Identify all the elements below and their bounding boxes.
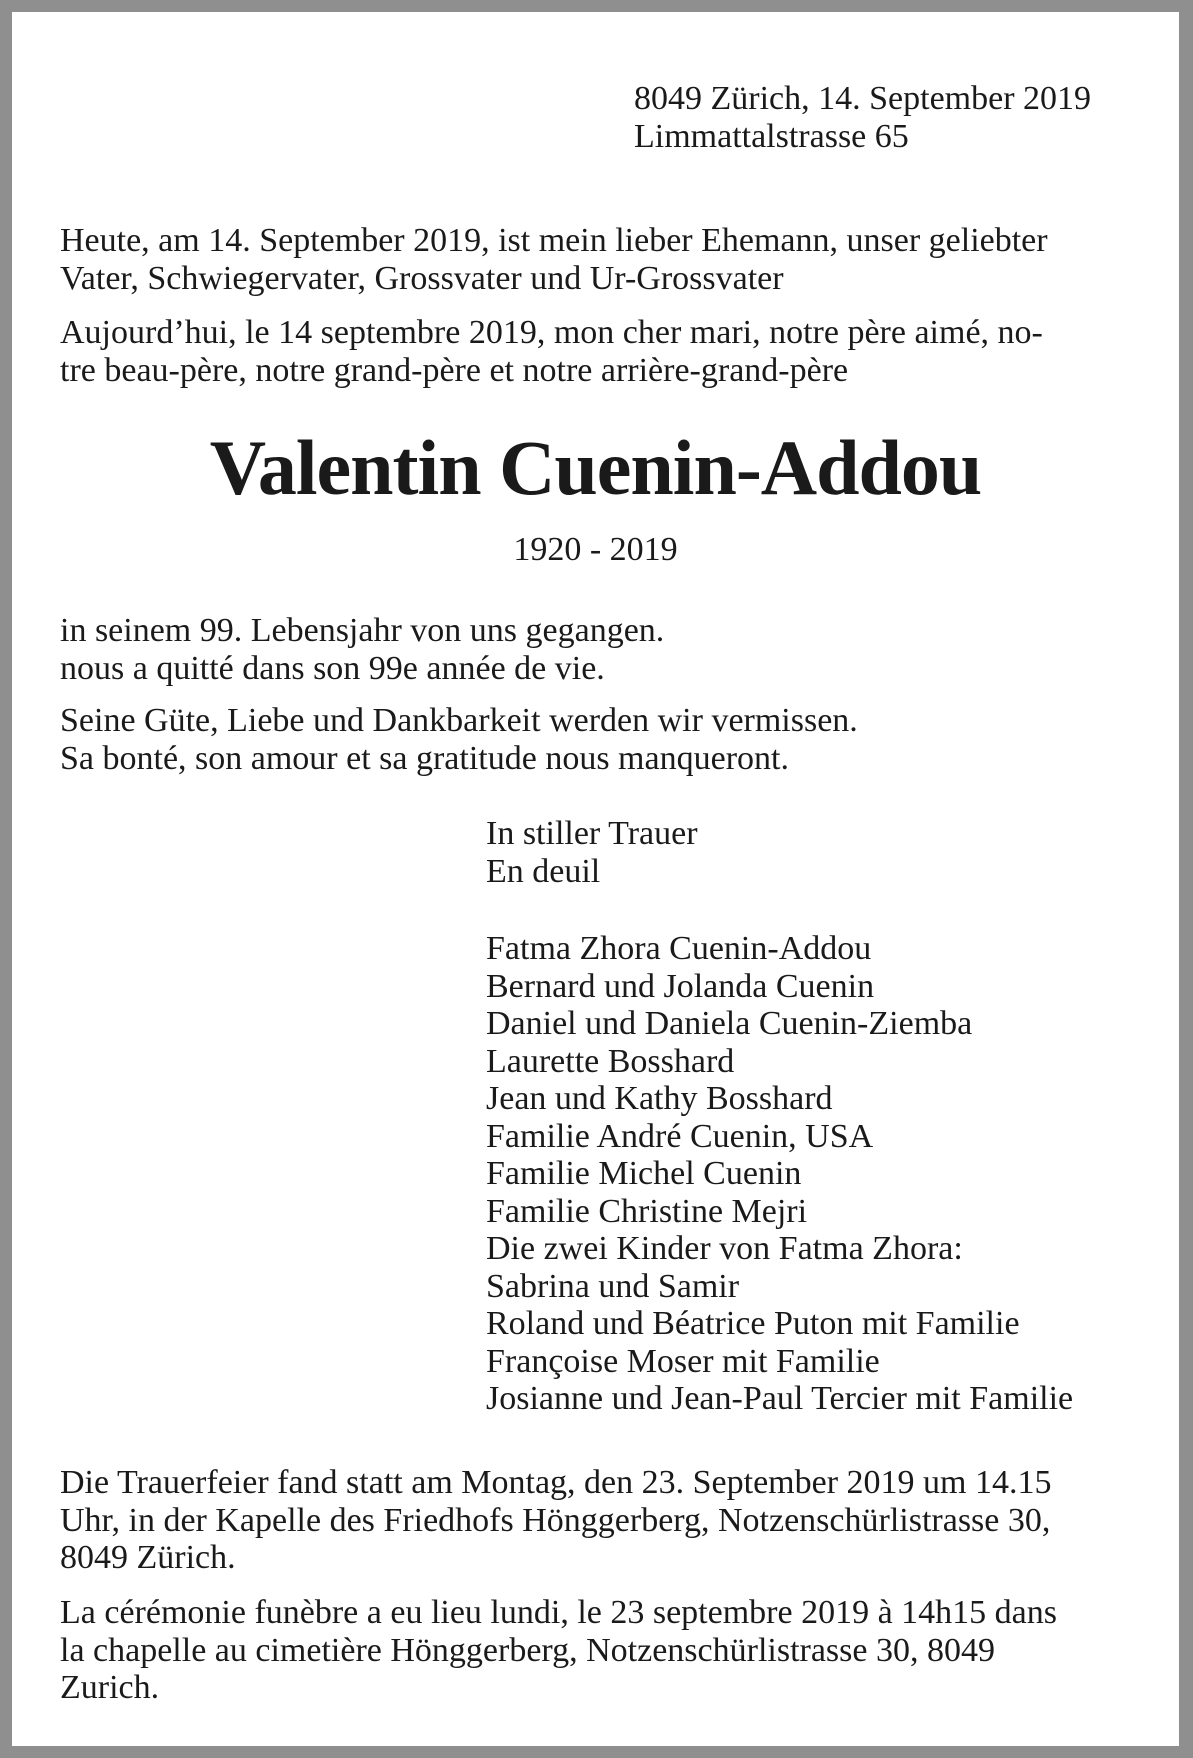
qualities-line-german: Seine Güte, Liebe und Dankbarkeit werden wir vermissen. (60, 702, 858, 739)
passed-line-german: in seinem 99. Lebensjahr von uns gegangen. (60, 612, 665, 649)
mourning-heading (486, 815, 698, 890)
mourner-item: Bernard und Jolanda Cuenin (486, 967, 875, 1005)
ceremony-german-line: Uhr, in der Kapelle des Friedhofs Hönggerberg, Notzenschürlistrasse 30, (60, 1501, 1051, 1539)
mourner-item: Josianne und Jean-Paul Tercier mit Familie (486, 1380, 1074, 1417)
intro-french-line: tre beau-père, notre grand-père et notre arrière-grand-père (60, 351, 849, 389)
mourner-item: Laurette Bosshard (486, 1042, 735, 1080)
life-years: 1920 - 2019 (513, 531, 678, 568)
intro-german-line: Heute, am 14. September 2019, ist mein lieber Ehemann, unser geliebter (60, 222, 1048, 259)
mourner-item: Die zwei Kinder von Fatma Zhora: (486, 1230, 963, 1267)
location-date: 8049 Zürich, 14. September 2019 (634, 80, 1092, 117)
mourner-item: Sabrina und Samir (486, 1267, 740, 1305)
ceremony-german-line: 8049 Zürich. (60, 1539, 236, 1576)
mourner-item: Familie André Cuenin, USA (486, 1117, 874, 1155)
mourner-item: Roland und Béatrice Puton mit Familie (486, 1305, 1020, 1342)
mourning-french: En deuil (486, 852, 601, 890)
deceased-name: Valentin Cuenin-Addou (209, 424, 982, 511)
mourner-item: Jean und Kathy Bosshard (486, 1080, 833, 1117)
passed-line-french: nous a quitté dans son 99e année de vie. (60, 649, 605, 687)
ceremony-french (60, 1594, 1128, 1707)
date-address-block (634, 80, 1091, 155)
intro-french-line: Aujourd’hui, le 14 septembre 2019, mon cher mari, notre père aimé, no- (60, 314, 1043, 351)
intro-german (60, 222, 1128, 297)
ceremony-french-line: La cérémonie funèbre a eu lieu lundi, le 23 septembre 2019 à 14h15 dans (60, 1594, 1057, 1631)
mourner-item: Fatma Zhora Cuenin-Addou (486, 930, 872, 967)
ceremony-french-line: la chapelle au cimetière Hönggerberg, Notzenschürlistrasse 30, 8049 (60, 1631, 995, 1669)
intro-german-line: Vater, Schwiegervater, Grossvater und Ur-Grossvater (60, 259, 784, 297)
intro-french (60, 314, 1128, 389)
qualities-text (60, 702, 858, 777)
address: Limmattalstrasse 65 (634, 117, 909, 155)
mourner-item: Familie Christine Mejri (486, 1192, 808, 1230)
ceremony-german-line: Die Trauerfeier fand statt am Montag, den 23. September 2019 um 14.15 (60, 1464, 1052, 1501)
mourner-item: Françoise Moser mit Familie (486, 1342, 880, 1380)
passed-away-text (60, 612, 664, 687)
ceremony-german (60, 1464, 1128, 1577)
obituary-notice (12, 12, 1179, 1746)
mourning-german: In stiller Trauer (486, 815, 698, 852)
qualities-line-french: Sa bonté, son amour et sa gratitude nous manqueront. (60, 739, 789, 777)
mourners-list (486, 930, 1073, 1418)
mourner-item: Daniel und Daniela Cuenin-Ziemba (486, 1005, 973, 1042)
ceremony-french-line: Zurich. (60, 1669, 160, 1706)
mourner-item: Familie Michel Cuenin (486, 1155, 802, 1192)
